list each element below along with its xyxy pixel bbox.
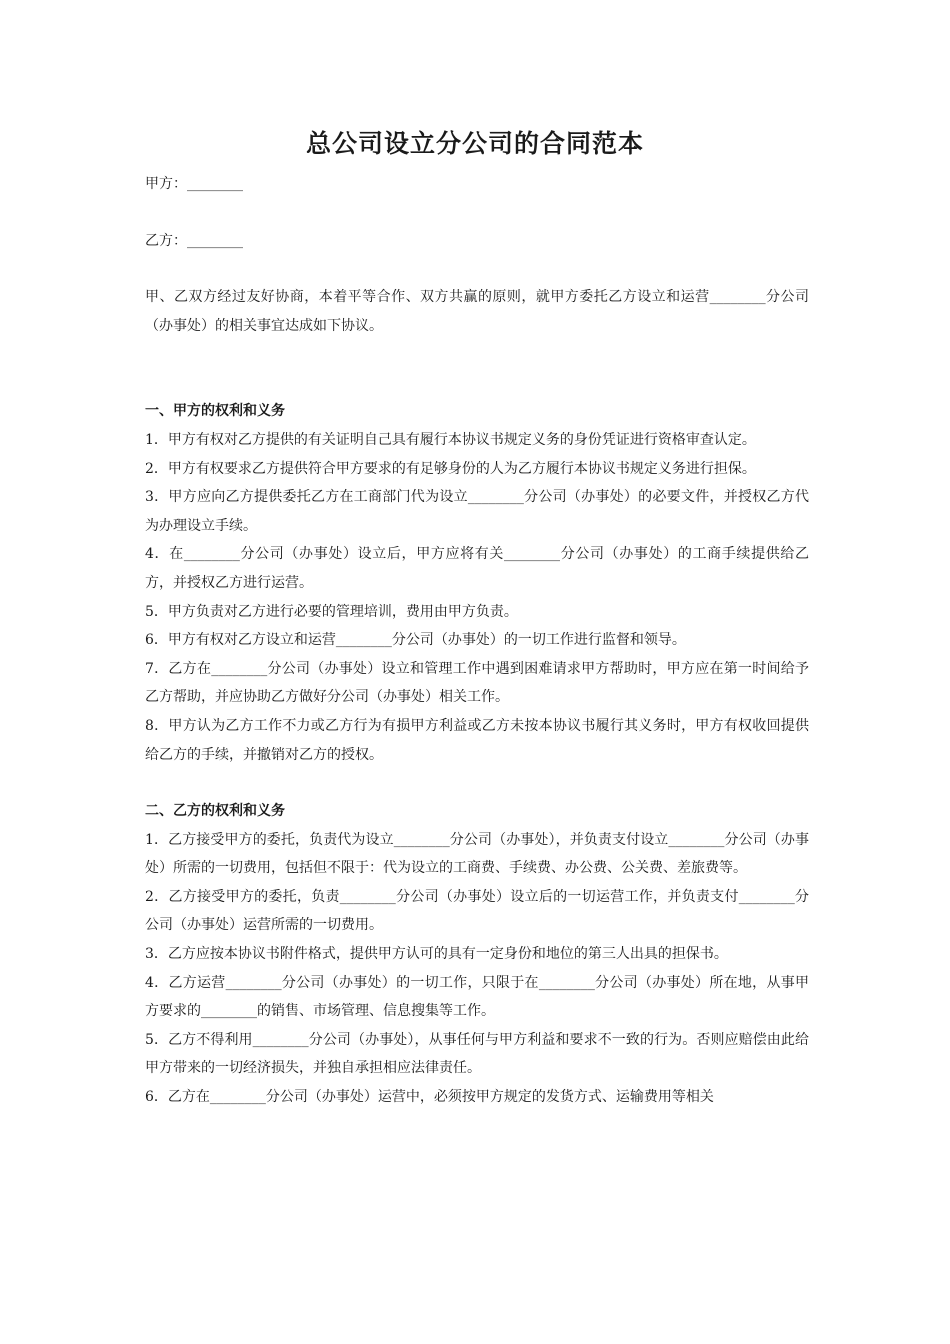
section-1-item: 6．甲方有权对乙方设立和运营________分公司（办事处）的一切工作进行监督和领导。 (145, 632, 686, 649)
section-2-item: 3．乙方应按本协议书附件格式，提供甲方认可的具有一定身份和地位的第三人出具的担保书。 (145, 946, 728, 963)
section-2-item: 4．乙方运营________分公司（办事处）的一切工作，只限于在________分公司（办事处）所在地，从事甲方要求的________的销售、市场管理、信息搜集等工作。 (145, 974, 809, 1020)
section-1-item: 1．甲方有权对乙方提供的有关证明自己具有履行本协议书规定义务的身份凭证进行资格审查认定。 (145, 431, 756, 448)
intro-paragraph: 甲、乙双方经过友好协商，本着平等合作、双方共赢的原则，就甲方委托乙方设立和运营________分公司（办事处）的相关事宜达成如下协议。 (145, 289, 809, 334)
document-body (145, 170, 809, 1112)
section-1-item: 5．甲方负责对乙方进行必要的管理培训，费用由甲方负责。 (145, 603, 518, 620)
section-1-item: 7．乙方在________分公司（办事处）设立和管理工作中遇到困难请求甲方帮助时，甲方应在第一时间给予乙方帮助，并应协助乙方做好分公司（办事处）相关工作。 (145, 660, 809, 706)
section-1-item: 3．甲方应向乙方提供委托乙方在工商部门代为设立________分公司（办事处）的必要文件，并授权乙方代为办理设立手续。 (145, 489, 809, 534)
section-1-item: 4．在________分公司（办事处）设立后，甲方应将有关________分公司（办事处）的工商手续提供给乙方，并授权乙方进行运营。 (145, 546, 809, 591)
section-2-item: 2．乙方接受甲方的委托，负责________分公司（办事处）设立后的一切运营工作，并负责支付________分公司（办事处）运营所需的一切费用。 (145, 888, 809, 934)
document-title: 总公司设立分公司的合同范本 (305, 129, 644, 158)
section-1-heading: 一、甲方的权利和义务 (145, 403, 285, 420)
section-2-item: 5．乙方不得利用________分公司（办事处），从事任何与甲方利益和要求不一致的行为。否则应赔偿由此给甲方带来的一切经济损失，并独自承担相应法律责任。 (145, 1031, 809, 1077)
section-1-item: 2．甲方有权要求乙方提供符合甲方要求的有足够身份的人为乙方履行本协议书规定义务进行担保。 (145, 460, 756, 477)
section-2-heading: 二、乙方的权利和义务 (145, 803, 285, 820)
section-2-item: 6．乙方在________分公司（办事处）运营中，必须按甲方规定的发货方式、运输费用等相关 (145, 1089, 714, 1106)
party-b-line: 乙方：________ (145, 232, 243, 249)
section-1-item: 8．甲方认为乙方工作不力或乙方行为有损甲方利益或乙方未按本协议书履行其义务时，甲方有权收回提供给乙方的手续，并撤销对乙方的授权。 (145, 717, 809, 763)
party-a-line: 甲方：________ (145, 176, 243, 192)
section-2-item: 1．乙方接受甲方的委托，负责代为设立________分公司（办事处），并负责支付设立________分公司（办事处）所需的一切费用，包括但不限于：代为设立的工商费、手续费、办公费、公关费、差旅费等。 (145, 831, 809, 877)
